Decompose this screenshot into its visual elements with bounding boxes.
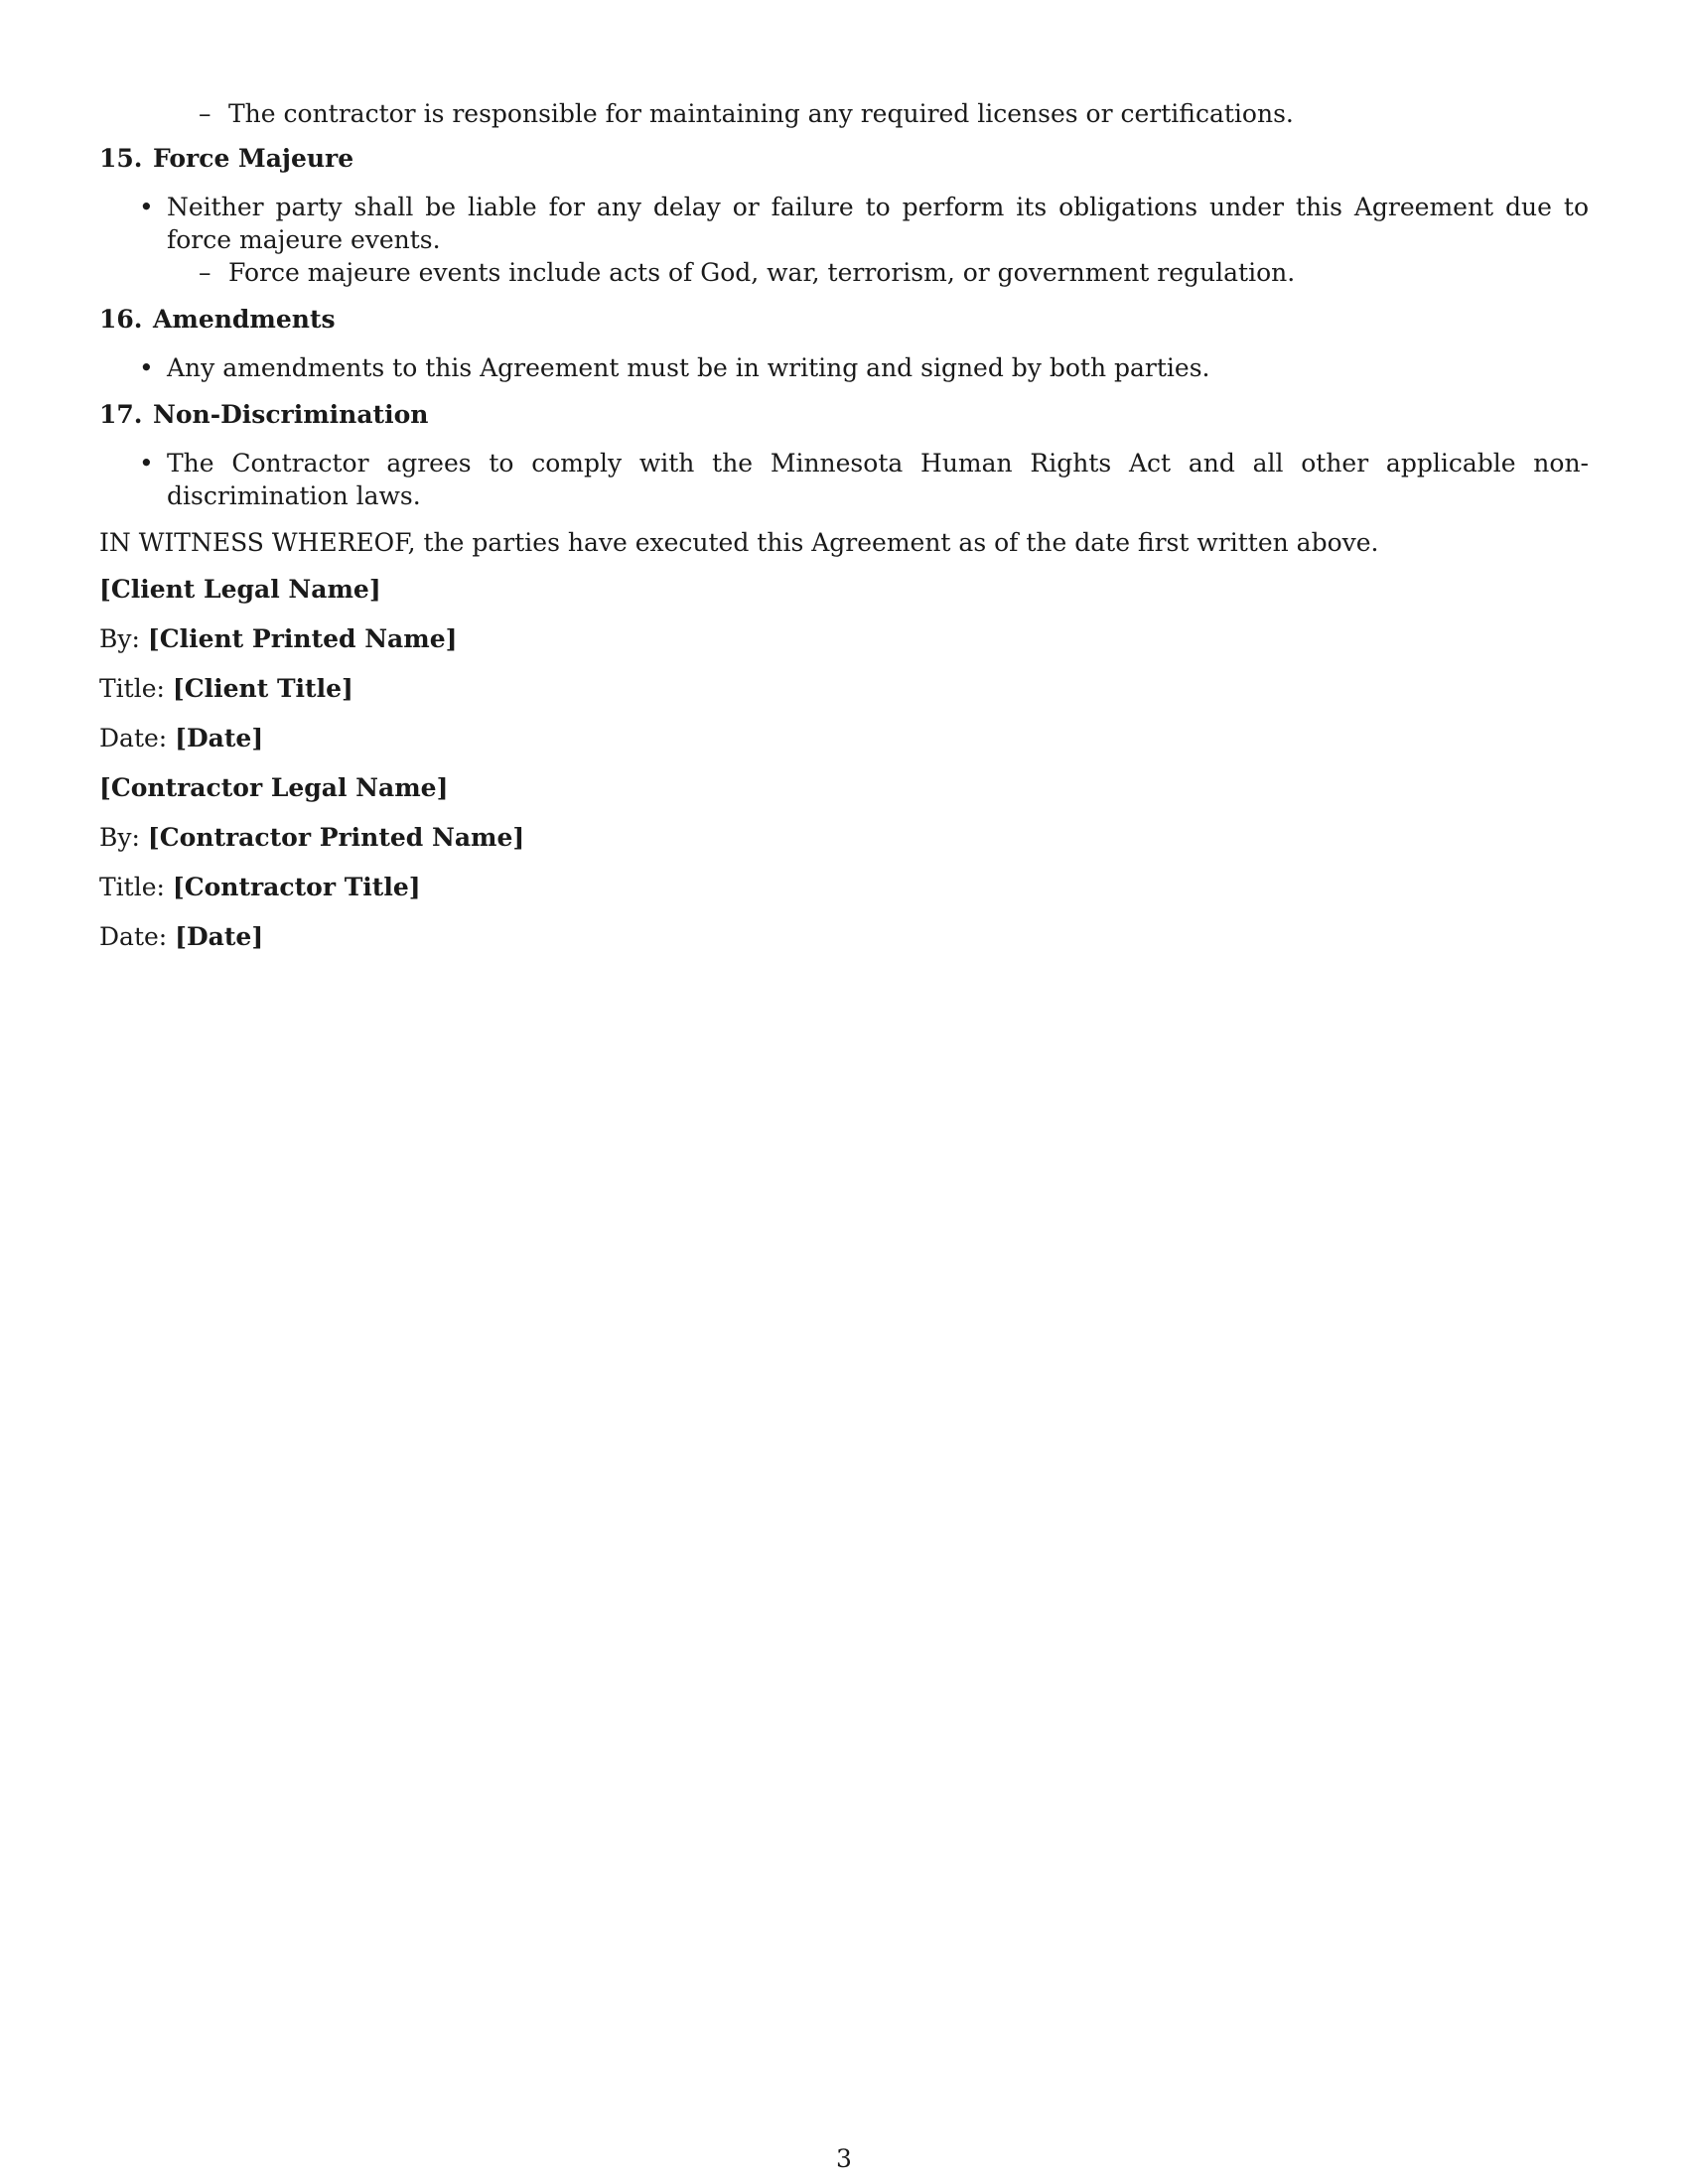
signature-label: Title:	[99, 674, 165, 703]
signature-title-line	[99, 672, 1589, 705]
witness-statement: IN WITNESS WHEREOF, the parties have executed this Agreement as of the date first written above.	[99, 528, 1379, 557]
signature-value: [Contractor Title]	[172, 873, 421, 901]
dash-marker: –	[199, 258, 211, 287]
signature-label: Title:	[99, 873, 165, 901]
section-non-discrimination	[99, 398, 1589, 512]
section-title: Amendments	[153, 305, 336, 334]
signature-date-line	[99, 920, 1589, 953]
list-item-text: The Contractor agrees to comply with the Minnesota Human Rights Act and all other applicable non-discrimination laws.	[167, 449, 1589, 510]
section-number: 17.	[99, 400, 143, 429]
sub-list-item-text: Force majeure events include acts of God, war, terrorism, or government regulation.	[228, 258, 1296, 287]
section-heading	[99, 398, 1589, 431]
party-name-value: [Client Legal Name]	[99, 575, 381, 604]
page-number: 3	[836, 2144, 852, 2173]
signature-label: Date:	[99, 724, 168, 752]
document-page	[99, 99, 1589, 970]
signature-block-contractor	[99, 771, 1589, 953]
bullet-marker: •	[139, 353, 154, 382]
list-item	[99, 447, 1589, 512]
signature-value: [Date]	[175, 922, 264, 951]
signature-label: By:	[99, 823, 140, 852]
signature-block-client	[99, 573, 1589, 754]
bullet-marker: •	[139, 193, 154, 221]
section-items	[99, 191, 1589, 289]
lead-subitem-text: The contractor is responsible for maintaining any required licenses or certifications.	[228, 99, 1294, 128]
sub-list-item	[99, 256, 1589, 289]
sub-items	[167, 256, 1589, 289]
dash-marker: –	[199, 99, 211, 128]
lead-subitem	[99, 97, 1589, 130]
signature-date-line	[99, 722, 1589, 754]
list-item	[99, 191, 1589, 289]
signature-label: By:	[99, 624, 140, 653]
signature-value: [Client Printed Name]	[147, 624, 458, 653]
signature-by-line	[99, 821, 1589, 854]
list-item-text: Neither party shall be liable for any delay or failure to perform its obligations under this Agreement due to force majeure events.	[167, 193, 1589, 254]
section-heading	[99, 303, 1589, 336]
section-items	[99, 447, 1589, 512]
signature-value: [Contractor Printed Name]	[147, 823, 525, 852]
signature-value: [Client Title]	[172, 674, 353, 703]
signature-party-name	[99, 771, 1589, 804]
signature-by-line	[99, 622, 1589, 655]
section-heading	[99, 142, 1589, 175]
section-number: 16.	[99, 305, 143, 334]
section-number: 15.	[99, 144, 143, 173]
signature-label: Date:	[99, 922, 168, 951]
signature-party-name	[99, 573, 1589, 606]
bullet-marker: •	[139, 449, 154, 478]
section-title: Non-Discrimination	[153, 400, 429, 429]
party-name-value: [Contractor Legal Name]	[99, 773, 449, 802]
list-item	[99, 351, 1589, 384]
section-force-majeure	[99, 142, 1589, 289]
signature-value: [Date]	[175, 724, 264, 752]
list-item-text: Any amendments to this Agreement must be in writing and signed by both parties.	[167, 353, 1210, 382]
section-amendments	[99, 303, 1589, 384]
section-items	[99, 351, 1589, 384]
section-title: Force Majeure	[153, 144, 354, 173]
signature-title-line	[99, 871, 1589, 903]
